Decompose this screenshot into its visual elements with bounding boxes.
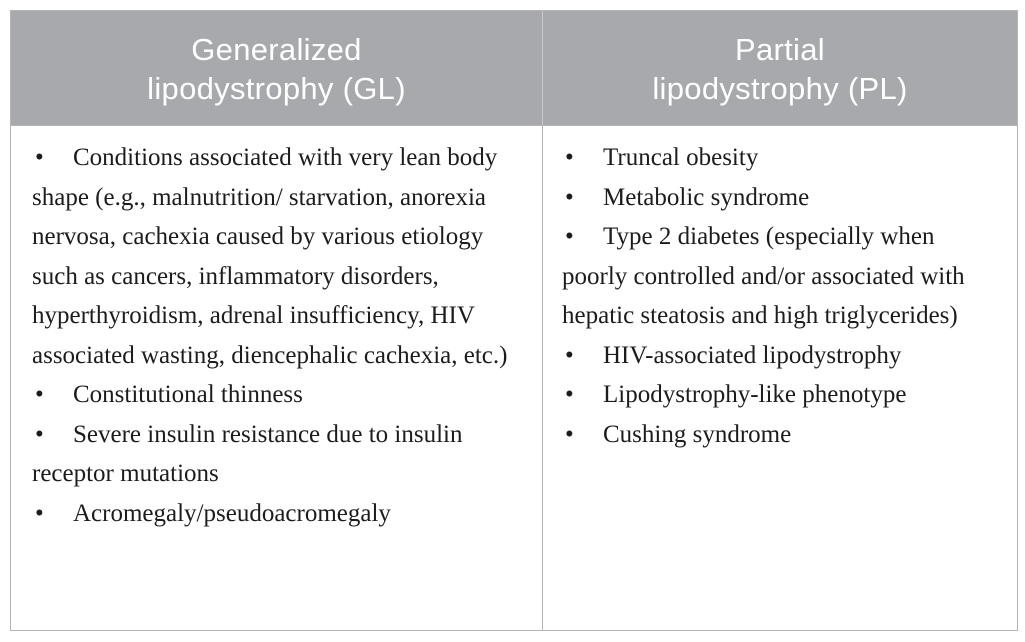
- list-item-text: Lipodystrophy-like phenotype: [603, 381, 907, 408]
- list-item-text: Acromegaly/pseudoacromegaly: [73, 499, 391, 527]
- bullet-icon: •: [35, 499, 44, 527]
- bullet-icon: •: [35, 381, 44, 408]
- bullet-icon: •: [35, 420, 44, 448]
- bullet-icon: •: [565, 183, 574, 211]
- header-cell-partial: [543, 11, 1017, 125]
- bullet-icon: •: [565, 420, 574, 448]
- generalized-list: [32, 138, 530, 533]
- body-cell-partial: [543, 126, 1017, 630]
- bullet-icon: •: [565, 381, 574, 408]
- list-item: [562, 217, 1005, 336]
- list-item-text: Metabolic syndrome: [603, 183, 810, 211]
- bullet-icon: •: [565, 223, 574, 250]
- list-item: [32, 494, 530, 534]
- table-header-row: [11, 11, 1017, 126]
- comparison-table: [10, 10, 1018, 631]
- list-item: [562, 375, 1005, 415]
- bullet-icon: •: [565, 144, 574, 171]
- table-body-row: [11, 126, 1017, 630]
- list-item-text: Type 2 diabetes (especially when poorly controlled and/or associated with hepatic steatosis and high triglycerides): [562, 223, 965, 329]
- list-item: [562, 336, 1005, 376]
- bullet-icon: •: [35, 144, 44, 171]
- list-item-text: Conditions associated with very lean body shape (e.g., malnutrition/ starvation, anorexia nervosa, cachexia caused by various etiology such as cancers, inflammatory disorders, hyperthyroidism, adrenal insufficiency, HIV associated wasting, diencephalic cachexia, etc.): [32, 144, 508, 369]
- list-item-text: Truncal obesity: [603, 144, 759, 171]
- list-item-text: HIV-associated lipodystrophy: [603, 341, 902, 369]
- list-item: [32, 375, 530, 415]
- body-cell-generalized: [11, 126, 543, 630]
- list-item: [32, 415, 530, 494]
- list-item: [32, 138, 530, 375]
- list-item-text: Constitutional thinness: [73, 381, 303, 408]
- list-item: [562, 178, 1005, 218]
- list-item-text: Severe insulin resistance due to insulin receptor mutations: [32, 420, 463, 487]
- list-item-text: Cushing syndrome: [603, 420, 792, 448]
- list-item: [562, 415, 1005, 455]
- header-cell-generalized: [11, 11, 543, 125]
- partial-list: [562, 138, 1005, 454]
- header-partial-label: Partial lipodystrophy (PL): [652, 32, 908, 106]
- bullet-icon: •: [565, 341, 574, 369]
- header-generalized-label: Generalized lipodystrophy (GL): [147, 32, 406, 106]
- list-item: [562, 138, 1005, 178]
